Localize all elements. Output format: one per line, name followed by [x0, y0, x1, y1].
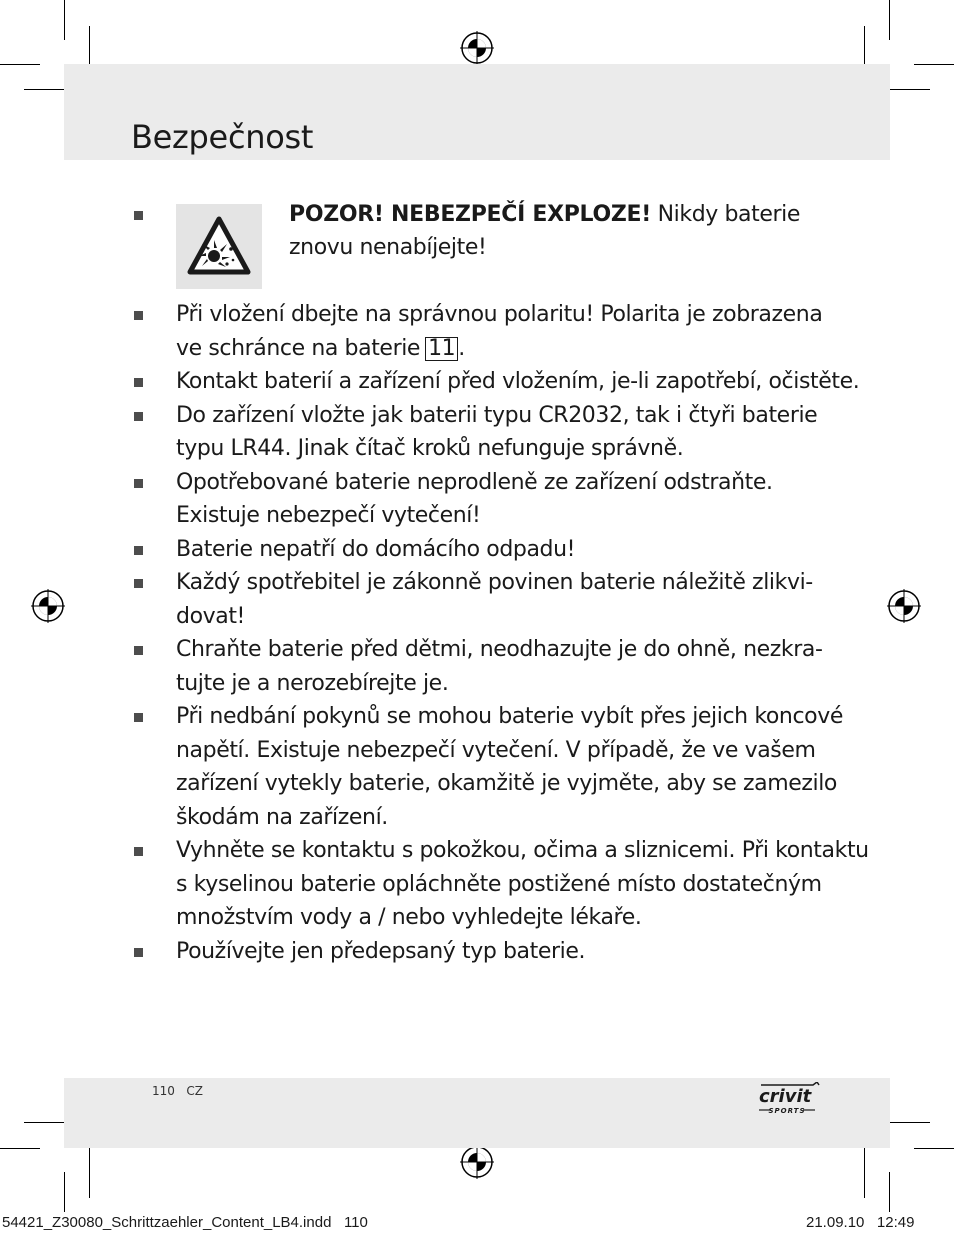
- list-item-line: [176, 365, 859, 399]
- bullet-marker: [134, 646, 143, 655]
- list-item-line: [176, 432, 683, 466]
- bullet-marker: [134, 211, 143, 220]
- crop-mark: [889, 0, 890, 40]
- list-item-text: Do zařízení vložte jak baterii typu CR2032, tak i čtyři baterie: [176, 402, 818, 428]
- page-number: 110: [152, 1084, 175, 1098]
- crop-mark: [914, 64, 954, 65]
- crop-mark: [64, 0, 65, 40]
- list-item-text: Vyhněte se kontaktu s pokožkou, očima a sliznicemi. Při kontaktu: [176, 838, 869, 863]
- crivit-sports-logo: [757, 1082, 823, 1118]
- warning-line: [289, 198, 800, 232]
- bullet-marker: [134, 948, 143, 957]
- list-item-line: [176, 734, 816, 768]
- warning-box: [176, 204, 262, 289]
- list-item-text: zařízení vytekly baterie, okamžitě je vyjměte, aby se zamezilo: [176, 771, 837, 796]
- bullet-marker: [134, 713, 143, 722]
- list-item-line: [176, 533, 575, 567]
- bullet-marker: [134, 546, 143, 555]
- crop-mark: [0, 1148, 40, 1149]
- list-item-line: [176, 633, 823, 667]
- list-item-text: Kontakt baterií a zařízení před vložením, je-li zapotřebí, očistěte.: [176, 369, 860, 394]
- slug-filename: 54421_Z30080_Schrittzaehler_Content_LB4.indd: [2, 1214, 332, 1231]
- bullet-marker: [134, 378, 143, 387]
- page-title: Bezpečnost: [131, 118, 314, 156]
- list-item-line: [176, 298, 822, 332]
- list-item-text: typu LR44. Jinak čítač kroků nefunguje správně.: [176, 436, 684, 461]
- list-item-text: napětí. Existuje nebezpečí vytečení. V případě, že ve vašem: [176, 737, 816, 763]
- slug-time: 12:49: [876, 1214, 915, 1231]
- slug-date: 21.09.10: [806, 1214, 865, 1231]
- warning-text: Nikdy baterie: [657, 202, 800, 227]
- list-item-text: Při nedbání pokynů se mohou baterie vybít přes jejich koncové: [176, 704, 843, 729]
- list-item-line: [176, 901, 641, 935]
- crop-mark: [64, 1172, 65, 1212]
- warning-line: znovu nenabíjejte!: [289, 235, 487, 260]
- registration-mark-icon: [460, 1145, 494, 1179]
- list-item-text: tujte je a nerozebírejte je.: [176, 670, 449, 696]
- list-item-line: [176, 700, 843, 734]
- list-item-text: ve schránce na baterie: [176, 335, 421, 361]
- list-item-line: [176, 767, 837, 801]
- svg-text:crivit: crivit: [759, 1086, 812, 1107]
- list-item-text: Každý spotřebitel je zákonně povinen baterie náležitě zlikvi-: [176, 570, 813, 595]
- list-item-text: Baterie nepatří do domácího odpadu!: [176, 536, 576, 562]
- svg-text:SPORTS: SPORTS: [768, 1107, 806, 1115]
- crop-mark: [889, 1172, 890, 1212]
- list-item-text: dovat!: [176, 603, 245, 629]
- bullet-marker: [134, 311, 143, 320]
- crop-mark: [89, 1140, 90, 1198]
- registration-mark-icon: [460, 31, 494, 65]
- list-item-text: Používejte jen předepsaný typ baterie.: [176, 938, 586, 964]
- list-item-line: [176, 834, 869, 868]
- registration-mark-icon: [31, 589, 65, 623]
- list-item-text: s kyselinou baterie opláchněte postižené místo dostatečným: [176, 871, 822, 897]
- crop-mark: [914, 1148, 954, 1149]
- list-item-line: [176, 332, 465, 366]
- language-code: CZ: [186, 1084, 203, 1098]
- list-item-line: [176, 399, 817, 433]
- list-item-line: [176, 868, 822, 902]
- slug-page: 110: [343, 1214, 368, 1231]
- page-footer-label: [152, 1084, 203, 1098]
- crop-mark: [0, 64, 40, 65]
- slug-datetime: [806, 1214, 914, 1231]
- crop-mark: [864, 1140, 865, 1198]
- list-item-line: [176, 935, 585, 969]
- reference-tail: .: [458, 335, 465, 361]
- list-item-text: Existuje nebezpečí vytečení!: [176, 503, 481, 528]
- bullet-marker: [134, 579, 143, 588]
- list-item-text: množstvím vody a / nebo vyhledejte lékaře.: [176, 905, 642, 930]
- warning-bold: POZOR! NEBEZPEČÍ EXPLOZE!: [289, 202, 652, 227]
- list-item-line: [176, 466, 773, 500]
- list-item-line: [176, 801, 388, 835]
- list-item-line: [176, 600, 245, 634]
- list-item-line: [176, 499, 480, 533]
- list-item-line: [176, 566, 813, 600]
- registration-mark-icon: [887, 589, 921, 623]
- list-item-text: Chraňte baterie před dětmi, neodhazujte je do ohně, nezkra-: [176, 637, 823, 662]
- slug-file: [2, 1214, 368, 1231]
- list-item-text: Při vložení dbejte na správnou polaritu! Polarita je zobrazena: [176, 302, 823, 327]
- bullet-marker: [134, 847, 143, 856]
- list-item-text: škodám na zařízení.: [176, 804, 388, 830]
- list-item-line: [176, 667, 448, 701]
- reference-number-box: 11: [425, 337, 458, 361]
- bullet-marker: [134, 412, 143, 421]
- bullet-marker: [134, 479, 143, 488]
- explosion-hazard-icon: [187, 216, 251, 276]
- list-item-text: Opotřebované baterie neprodleně ze zařízení odstraňte.: [176, 469, 773, 495]
